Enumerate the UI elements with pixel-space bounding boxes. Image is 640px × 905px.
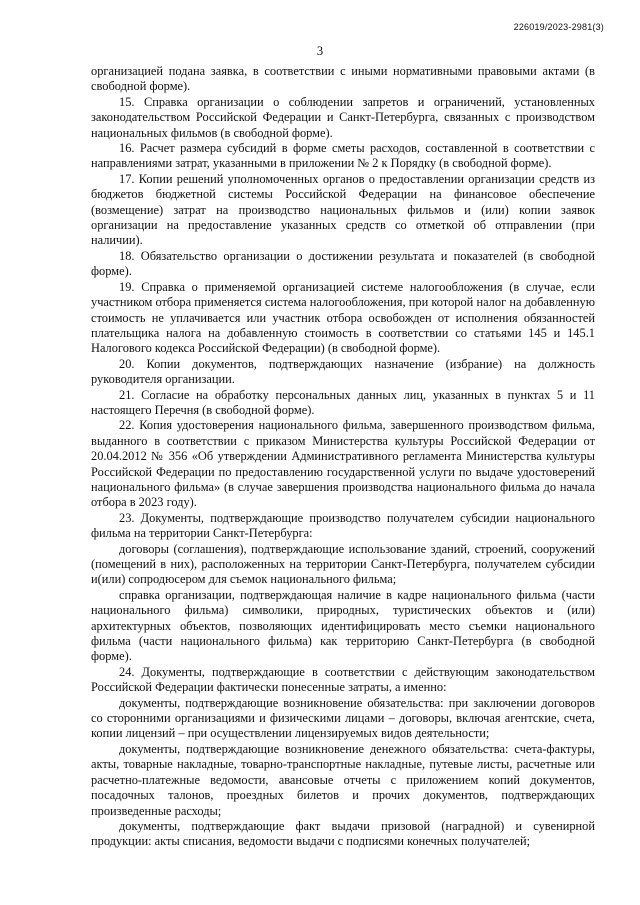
paragraph-continuation: организацией подана заявка, в соответствии с иными нормативными правовыми актами (в свободной форме).: [91, 64, 595, 94]
paragraph-item-17: 17. Копии решений уполномоченных органов о предоставлении организации средств из бюджетов бюджетной системы Российской Федерации на финансовое обеспечение (возмещение) затрат на производство национальных фильмов и (или) копии заявок организации на предоставление указанных средств со отметкой об отправлении (при наличии).: [91, 171, 595, 248]
paragraph-item-24-obligation-docs: документы, подтверждающие возникновение обязательства: при заключении договоров со сторонними организациями и физическими лицами – договоры, включая агентские, счета, копии лицензий – при осуществлении лицензируемых видов деятельности;: [91, 695, 595, 741]
paragraph-item-21: 21. Согласие на обработку персональных данных лиц, указанных в пунктах 5 и 11 настоящего Перечня (в свободной форме).: [91, 387, 595, 417]
paragraph-item-16: 16. Расчет размера субсидий в форме сметы расходов, составленной в соответствии с направлениями затрат, указанными в приложении № 2 к Порядку (в свободной форме).: [91, 141, 595, 171]
paragraph-item-20: 20. Копии документов, подтверждающих назначение (избрание) на должность руководителя организации.: [91, 356, 595, 387]
paragraph-item-19: 19. Справка о применяемой организацией системе налогообложения (в случае, если участником отбора применяется система налогообложения, при которой налог на добавленную стоимость не уплачивается или участник отбора освобожден от исполнения обязанностей плательщика налога на добавленную стоимость в соответствии со статьями 145 и 145.1 Налогового кодекса Российской Федерации) (в свободной форме).: [91, 279, 595, 356]
document-body: [91, 64, 595, 850]
paragraph-item-24-monetary-docs: документы, подтверждающие возникновение денежного обязательства: счета-фактуры, акты, товарные накладные, товарно-транспортные накладные, путевые листы, расчетные или расчетно-платежные ведомости, авансовые отчеты с приложением копий документов, посадочных талонов, проездных билетов и прочих документов, подтверждающих произведенные расходы;: [91, 741, 595, 818]
paragraph-item-23-certificate: справка организации, подтверждающая наличие в кадре национального фильма (части национального фильма) символики, природных, туристических объектов и (или) архитектурных объектов, позволяющих идентифицировать место съемки национального фильма (части национального фильма) как территорию Санкт-Петербурга (в свободной форме).: [91, 587, 595, 664]
paragraph-item-23-contracts: договоры (соглашения), подтверждающие использование зданий, строений, сооружений (помещений в них), расположенных на территории Санкт-Петербурга, получателем субсидии и(или) сопродюсером для съемок национального фильма;: [91, 541, 595, 587]
paragraph-item-22: 22. Копия удостоверения национального фильма, завершенного производством фильма, выданного в соответствии с приказом Министерства культуры Российской Федерации от 20.04.2012 № 356 «Об утверждении Административного регламента Министерства культуры Российской Федерации по предоставлению государственной услуги по выдаче удостоверений национального фильма» (в случае завершения производства национального фильма до начала отбора в 2023 году).: [91, 418, 595, 510]
paragraph-item-23: 23. Документы, подтверждающие производство получателем субсидии национального фильма на территории Санкт-Петербурга:: [91, 510, 595, 541]
paragraph-item-24-prize-docs: документы, подтверждающие факт выдачи призовой (наградной) и сувенирной продукции: акты списания, ведомости выдачи с подписями конечных получателей;: [91, 818, 595, 849]
paragraph-item-18: 18. Обязательство организации о достижении результата и показателей (в свободной форме).: [91, 248, 595, 279]
document-registration-number: 226019/2023-2981(3): [513, 22, 604, 32]
page-number: 3: [316, 44, 324, 58]
paragraph-item-15: 15. Справка организации о соблюдении запретов и ограничений, установленных законодательством Российской Федерации и Санкт-Петербурга, связанных с производством национальных фильмов (в свободной форме).: [91, 94, 595, 140]
paragraph-item-24: 24. Документы, подтверждающие в соответствии с действующим законодательством Российской Федерации фактически понесенные затраты, а именно:: [91, 664, 595, 695]
